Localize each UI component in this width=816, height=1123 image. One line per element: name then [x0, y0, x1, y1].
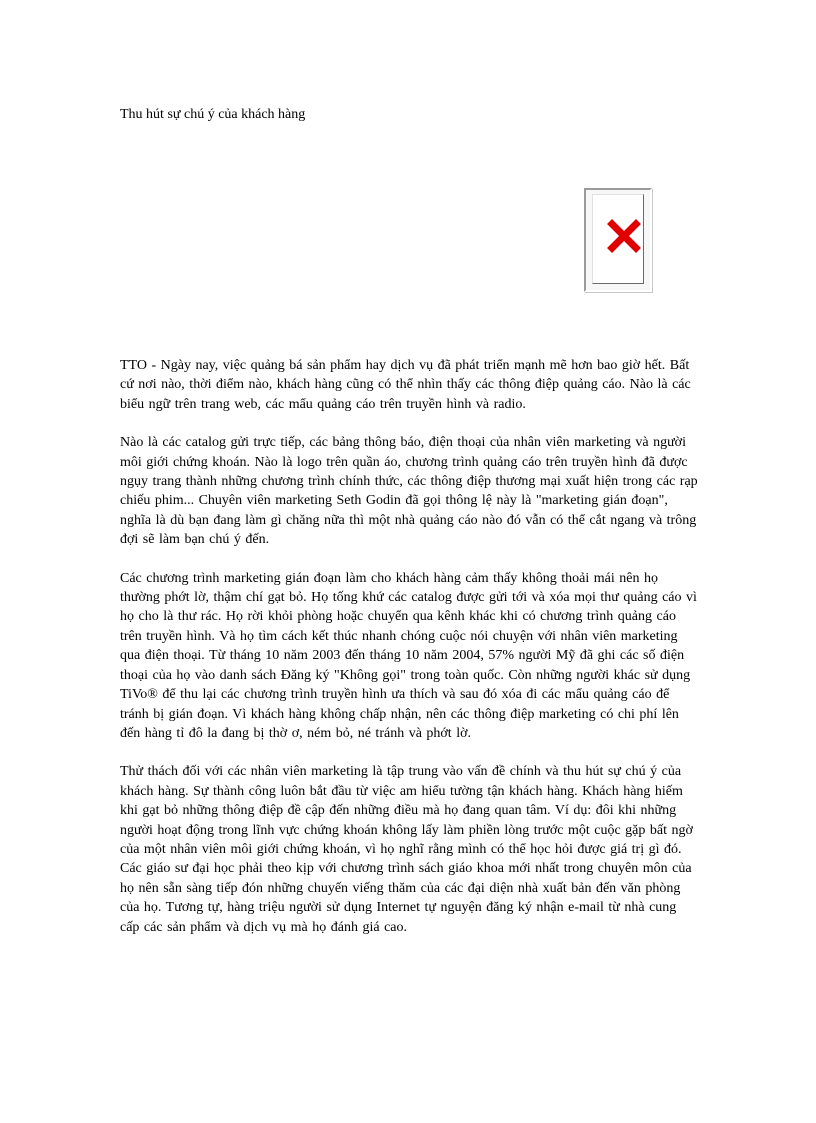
- article-paragraph-2: Nào là các catalog gửi trực tiếp, các bảng thông báo, điện thoại của nhân viên marketing và người môi giới chứng khoán. Nào là logo trên quần áo, chương trình quảng cáo trên truyền hình đã được ngụy trang thành những chương trình chính thức, các thông điệp thương mại xuất hiện trong các rạp chiếu phim... Chuyên viên marketing Seth Godin đã gọi thông lệ này là "marketing gián đoạn", nghĩa là dù bạn đang làm gì chăng nữa thì một nhà quảng cáo nào đó vẫn có thể cắt ngang và trông đợi sẽ làm bạn chú ý đến.: [120, 435, 698, 548]
- article-paragraph-3: Các chương trình marketing gián đoạn làm cho khách hàng cảm thấy không thoải mái nên họ thường phớt lờ, thậm chí gạt bỏ. Họ tống khứ các catalog được gửi tới và xóa mọi thư quảng cáo vì họ cho là thư rác. Họ rời khỏi phòng hoặc chuyển qua kênh khác khi có chương trình quảng cáo trên truyền hình. Và họ tìm cách kết thúc nhanh chóng cuộc nói chuyện với nhân viên marketing qua điện thoại. Từ tháng 10 năm 2003 đến tháng 10 năm 2004, 57% người Mỹ đã ghi các số điện thoại của họ vào danh sách Đăng ký "Không gọi" trong toàn quốc. Còn những người khác sử dụng TiVo® để thu lại các chương trình truyền hình ưa thích và sau đó xóa đi các mẩu quảng cáo để tránh bị gián đoạn. Vì khách hàng không chấp nhận, nên các thông điệp marketing có chi phí lên đến hàng tỉ đô la đang bị thờ ơ, ném bỏ, né tránh và phớt lờ.: [120, 570, 697, 741]
- broken-image-placeholder: [584, 188, 652, 292]
- document-title: Thu hút sự chú ý của khách hàng: [120, 107, 306, 122]
- article-paragraph-4: Thử thách đối với các nhân viên marketing là tập trung vào vấn đề chính và thu hút sự chú ý của khách hàng. Sự thành công luôn bắt đầu từ việc am hiểu tường tận khách hàng. Khách hàng hiếm khi gạt bỏ những thông điệp đề cập đến những điều mà họ đang quan tâm. Ví dụ: đôi khi những người hoạt động trong lĩnh vực chứng khoán không lấy làm phiền lòng trước một cuộc gặp bất ngờ của một nhân viên môi giới chứng khoán, vì họ nghĩ rằng mình có thể học hỏi được giá trị gì đó. Các giáo sư đại học phải theo kịp với chương trình sách giáo khoa mới nhất trong chuyên môn của họ nên sẵn sàng tiếp đón những chuyến viếng thăm của các đại diện nhà xuất bản đến văn phòng của họ. Tương tự, hàng triệu người sử dụng Internet tự nguyện đăng ký nhận e-mail từ nhà cung cấp các sản phẩm và dịch vụ mà họ đánh giá cao.: [120, 764, 693, 935]
- article-body: [120, 356, 698, 956]
- article-paragraph-1: TTO - Ngày nay, việc quảng bá sản phẩm hay dịch vụ đã phát triển mạnh mẽ hơn bao giờ hết. Bất cứ nơi nào, thời điểm nào, khách hàng cũng có thể nhìn thấy các thông điệp quảng cáo. Nào là các biểu ngữ trên trang web, các mẩu quảng cáo trên truyền hình và radio.: [120, 358, 691, 412]
- broken-image-frame: [592, 194, 644, 284]
- broken-image-red-x-icon: [607, 219, 641, 253]
